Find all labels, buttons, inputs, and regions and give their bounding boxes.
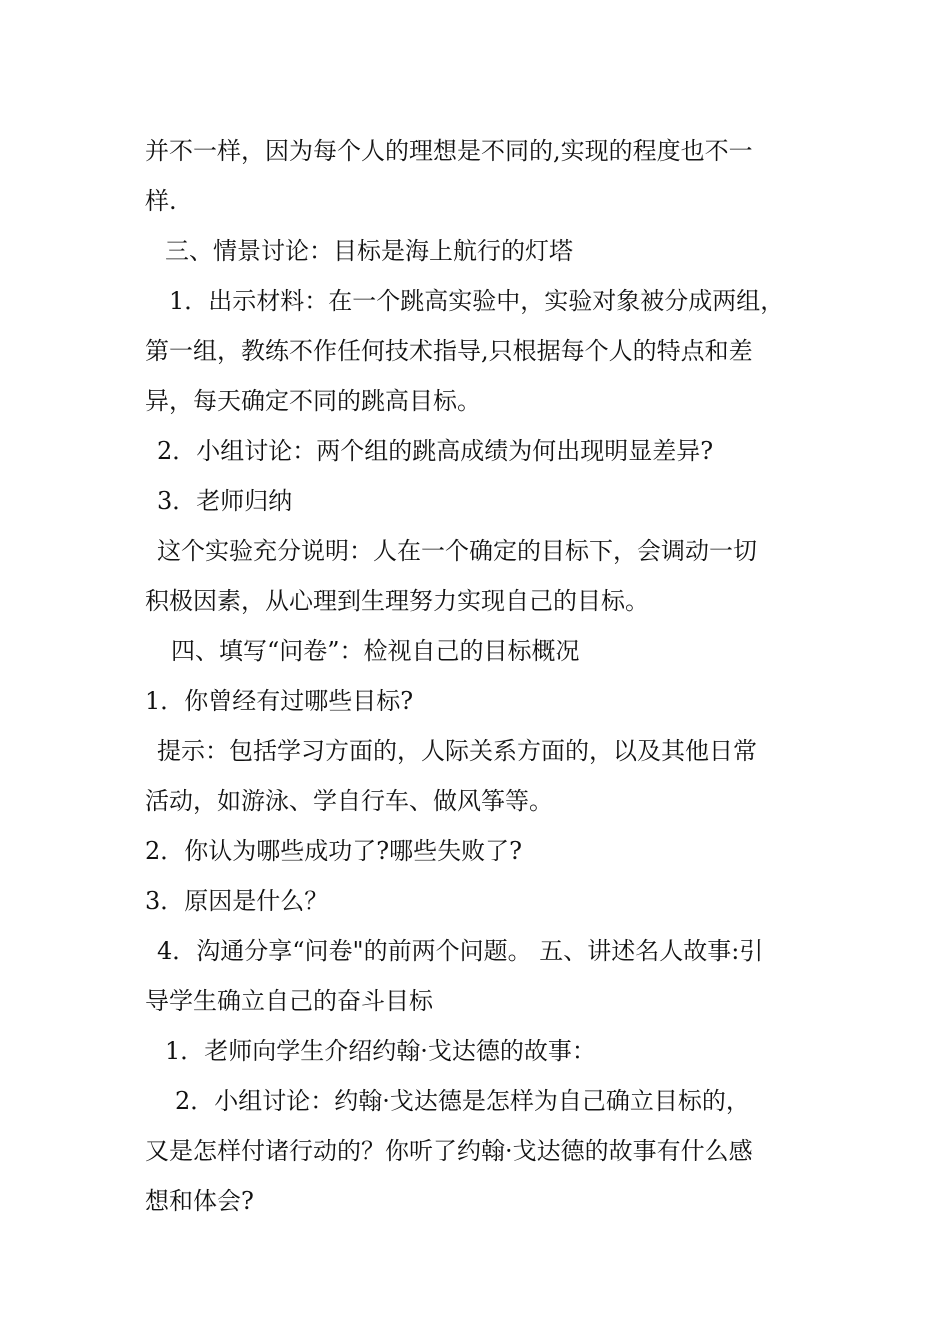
text-line: 3．老师归纳 (157, 487, 293, 515)
text-line: 这个实验充分说明：人在一个确定的目标下，会调动一切 (157, 537, 757, 565)
text-line: 1．老师向学生介绍约翰·戈达德的故事： (165, 1037, 596, 1065)
text-line: 导学生确立自己的奋斗目标 (145, 987, 433, 1015)
document-body (145, 126, 815, 1226)
text-line: 活动，如游泳、学自行车、做风筝等。 (145, 787, 553, 815)
text-line: 并不一样，因为每个人的理想是不同的,实现的程度也不一 (145, 137, 753, 165)
text-line: 想和体会? (145, 1187, 254, 1215)
text-line: 三、情景讨论：目标是海上航行的灯塔 (165, 237, 573, 265)
text-line: 又是怎样付诸行动的？你听了约翰·戈达德的故事有什么感 (145, 1137, 753, 1165)
text-line: 2．小组讨论：两个组的跳高成绩为何出现明显差异? (157, 437, 714, 465)
text-line: 异，每天确定不同的跳高目标。 (145, 387, 481, 415)
text-line: 1．你曾经有过哪些目标? (145, 687, 414, 715)
text-line: 第一组，教练不作任何技术指导,只根据每个人的特点和差 (145, 337, 753, 365)
text-line: 2．你认为哪些成功了?哪些失败了? (145, 837, 523, 865)
text-line: 1．出示材料：在一个跳高实验中，实验对象被分成两组， (169, 287, 785, 315)
text-line: 3．原因是什么？ (145, 887, 329, 915)
text-line: 提示：包括学习方面的，人际关系方面的，以及其他日常 (157, 737, 757, 765)
text-line: 样. (145, 187, 177, 215)
text-line: 积极因素，从心理到生理努力实现自己的目标。 (145, 587, 649, 615)
text-line: 2．小组讨论：约翰·戈达德是怎样为自己确立目标的， (175, 1087, 750, 1115)
text-line: 4．沟通分享“问卷"的前两个问题。 五、讲述名人故事:引 (157, 937, 764, 965)
text-line: 四、填写“问卷”：检视自己的目标概况 (171, 637, 580, 665)
